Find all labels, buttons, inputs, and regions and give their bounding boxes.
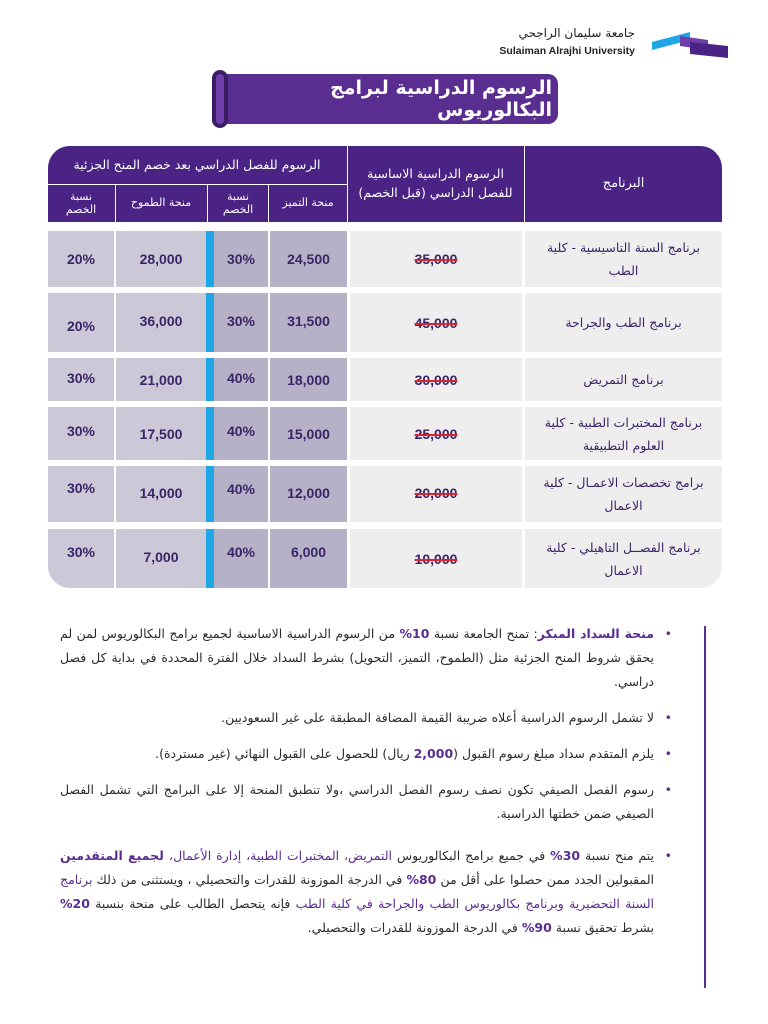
table-row-program: برنامج المختبرات الطبية - كلية العلوم التطبيقية [544,414,703,453]
excellence-pct-cell: 40% [226,370,256,386]
table-row-program: برامج تخصصات الاعمـال - كلية الاعمال [543,475,704,513]
logo-english-name: Sulaiman Alrajhi University [499,45,635,57]
logo-mark-icon [650,28,730,62]
excellence-cell: 31,500 [287,312,330,329]
ambition-pct-cell: 30% [66,479,96,496]
ambition-pct-cell: 30% [66,544,96,560]
note-summer: • رسوم الفصل الصيفي تكون نصف رسوم الفصل الدراسي ،ولا تنطبق المنحة إلا على البرامج التي تشمل الفصل الصيفي ضمن خطتها الدراسية. [60,778,668,826]
ambition-cell: 7,000 [143,549,179,565]
title-banner [212,70,558,128]
ambition-cell: 36,000 [139,312,183,329]
excellence-cell: 18,000 [287,371,330,388]
header-excellence-pct: نسبة الخصم [222,189,254,216]
excellence-pct-cell: 40% [226,480,256,497]
note-vat: • لا تشمل الرسوم الدراسية أعلاه ضريبة القيمة المضافة المطبقة على غير السعوديين. [60,706,668,730]
base-fee-cell: 20,000 [414,484,458,501]
excellence-pct-cell: 40% [226,544,256,560]
table-row-program: برنامج السنة التاسيسية - كلية الطب [546,240,701,278]
logo-arabic-name: جامعة سليمان الراجحي [518,26,635,40]
scroll-roll [212,70,228,128]
table-row-program: برنامج التمريض [583,372,664,387]
ambition-cell: 21,000 [139,371,183,388]
note-scholarship: • يتم منح نسبة 30% في جميع برامج البكالوريوس التمريض، المختبرات الطبية، إدارة الأعمال، لجميع المتقدمين المقبولين الجدد ممن حصلوا على أقل من 80% في الدرجة الموزونة للقدرات والتحصيلي ، ويستثنى من ذلك برنامج السنة التحضيرية وبرنامج بكالوريوس الطب والجراحة في كلية الطب فإنه يتحصل الطالب على منحة بنسبة 20% بشرط تحقيق نسبة 90% في الدرجة الموزونة للقدرات والتحصيلي. [60,844,668,940]
ambition-cell: 17,500 [139,425,183,442]
table-row-program: برنامج الفصــل التاهيلي - كلية الاعمال [546,539,701,578]
university-logo [499,26,730,66]
note-admission-fee: • يلزم المتقدم سداد مبلغ رسوم القبول (2,000 ريال) للحصول على القبول النهائي (غير مستردة). [60,742,668,766]
header-ambition-pct: نسبة الخصم [65,189,97,216]
base-fee-cell: 10,000 [414,551,458,567]
note-early-payment: • منحة السداد المبكر: تمنح الجامعة نسبة 10% من الرسوم الدراسية الاساسية لجميع برامج البكالوريوس لمن لم يحقق شروط المنح الجزئية مثل (الطموح، التميز، التحويل) بشرط السداد خلال الفترة المحددة في بداية كل فصل دراسي. [60,622,668,694]
base-fee-cell: 25,000 [414,425,458,442]
ambition-pct-cell: 30% [66,422,96,439]
header-ambition: منحة الطموح [130,195,192,209]
header-program: البرنامج [602,176,645,192]
excellence-pct-cell: 40% [226,422,256,439]
header-base-fee: الرسوم الدراسية الاساسية للفصل الدراسي (قبل الخصم) [358,166,513,200]
ambition-pct-cell: 20% [66,251,96,267]
header-discounted-fees: الرسوم للفصل الدراسي بعد خصم المنح الجزئية [73,156,321,172]
ambition-cell: 14,000 [139,484,183,501]
ambition-cell: 28,000 [139,251,183,267]
excellence-cell: 15,000 [287,425,330,442]
base-fee-cell: 45,000 [414,314,458,331]
page-title: الرسوم الدراسية لبرامج البكالوريوس [330,77,552,121]
header-excellence: منحة التميز [282,195,334,209]
excellence-cell: 12,000 [287,484,330,501]
ambition-pct-cell: 30% [66,370,96,386]
excellence-pct-cell: 30% [226,312,256,329]
excellence-pct-cell: 30% [226,251,256,267]
notes-accent-line [704,626,706,988]
fees-table [48,146,722,588]
excellence-cell: 6,000 [290,544,327,560]
base-fee-cell: 30,000 [414,371,458,388]
base-fee-cell: 35,000 [414,251,458,267]
notes-list [60,622,668,952]
excellence-cell: 24,500 [287,251,330,267]
ambition-pct-cell: 20% [66,317,96,334]
table-row-program: برنامج الطب والجراحة [565,315,682,330]
